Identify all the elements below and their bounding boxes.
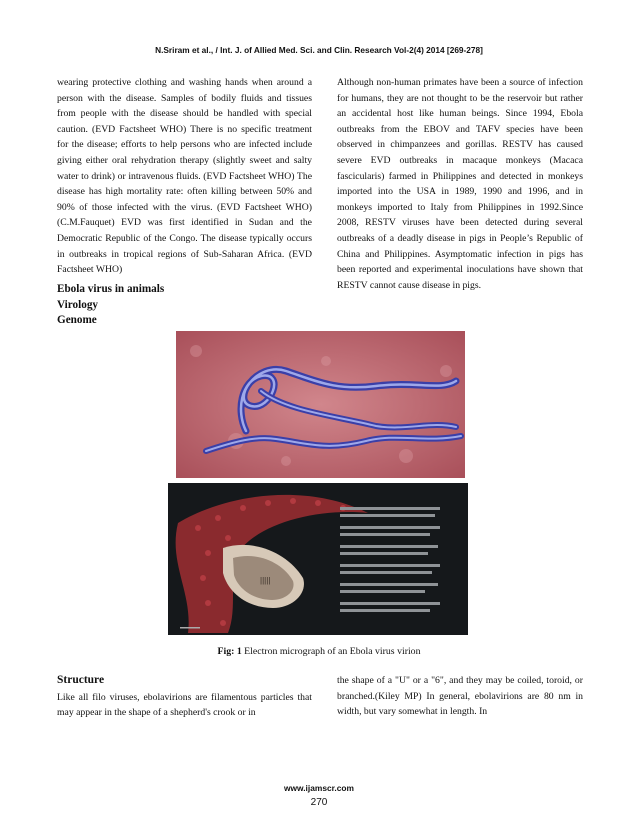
structure-right-text: the shape of a "U" or a "6", and they may be coiled, toroid, or branched.(Kiley MP) In general, ebolavirions are 80 nm in width, but vary somewhat in length. In xyxy=(337,675,583,718)
figure-label: Fig: 1 xyxy=(217,646,242,657)
structure-right-column xyxy=(337,673,583,720)
heading-virology: Virology xyxy=(57,298,99,311)
svg-text:|||||: ||||| xyxy=(260,576,271,585)
structure-section xyxy=(57,673,312,721)
running-head: N.Sriram et al., / Int. J. of Allied Med. Sci. and Clin. Research Vol-2(4) 2014 [269-278] xyxy=(155,45,483,55)
ebola-filament-illustration xyxy=(176,331,465,478)
left-column-paragraph: wearing protective clothing and washing hands when around a person with the disease. Samples of bodily fluids and tissues from people with the disease should be handled with special caution. (EVD Factsheet WHO) There is no specific treatment for the disease; efforts to help persons who are infected include giving either oral rehydration therapy (slightly sweet and salty water to drink) or intravenous fluids. (EVD Factsheet WHO) The disease has high mortality rate: often killing between 50% and 90% of those infected with the virus. (EVD Factsheet WHO)(C.M.Fauquet) EVD was first identified in Sudan and the Democratic Republic of the Congo. The disease typically occurs in outbreaks in tropical regions of Sub-Saharan Africa. (EVD Factsheet WHO) xyxy=(57,77,312,276)
left-column xyxy=(57,75,312,278)
footer-url: www.ijamscr.com xyxy=(284,783,354,793)
right-column xyxy=(337,75,583,293)
figure-caption-text: Electron micrograph of an Ebola virus virion xyxy=(241,646,421,657)
heading-ebola-in-animals: Ebola virus in animals xyxy=(57,283,165,295)
figure-caption xyxy=(0,646,638,657)
section-headings xyxy=(57,282,164,329)
structure-left-text: Like all filo viruses, ebolavirions are filamentous particles that may appear in the shape of a shepherd's crook or in xyxy=(57,691,312,719)
virion-cutaway-illustration xyxy=(168,483,468,635)
page-number: 270 xyxy=(310,797,328,808)
structure-heading: Structure xyxy=(57,674,105,686)
virion-model-image xyxy=(168,483,468,635)
electron-micrograph-image xyxy=(176,331,465,478)
heading-genome: Genome xyxy=(57,314,97,326)
right-column-paragraph: Although non-human primates have been a source of infection for humans, they are not thought to be the reservoir but rather an accidental host like human beings. Since 1994, Ebola outbreaks from the EBOV and TAFV species have been observed in chimpanzees and gorillas. RESTV has caused severe EVD outbreaks in macaque monkeys (Macaca fascicularis) farmed in Philippines and detected in monkeys imported into the USA in 1989, 1990 and 1996, and in monkeys imported to Italy from Philippines in 1992.Since 2008, RESTV viruses have been detected during several outbreaks of a deadly disease in pigs in People’s Republic of China and Philippines. Asymptomatic infection in pigs has been reported and experimental inoculations have shown that RESTV cannot cause disease in pigs. xyxy=(337,77,583,291)
